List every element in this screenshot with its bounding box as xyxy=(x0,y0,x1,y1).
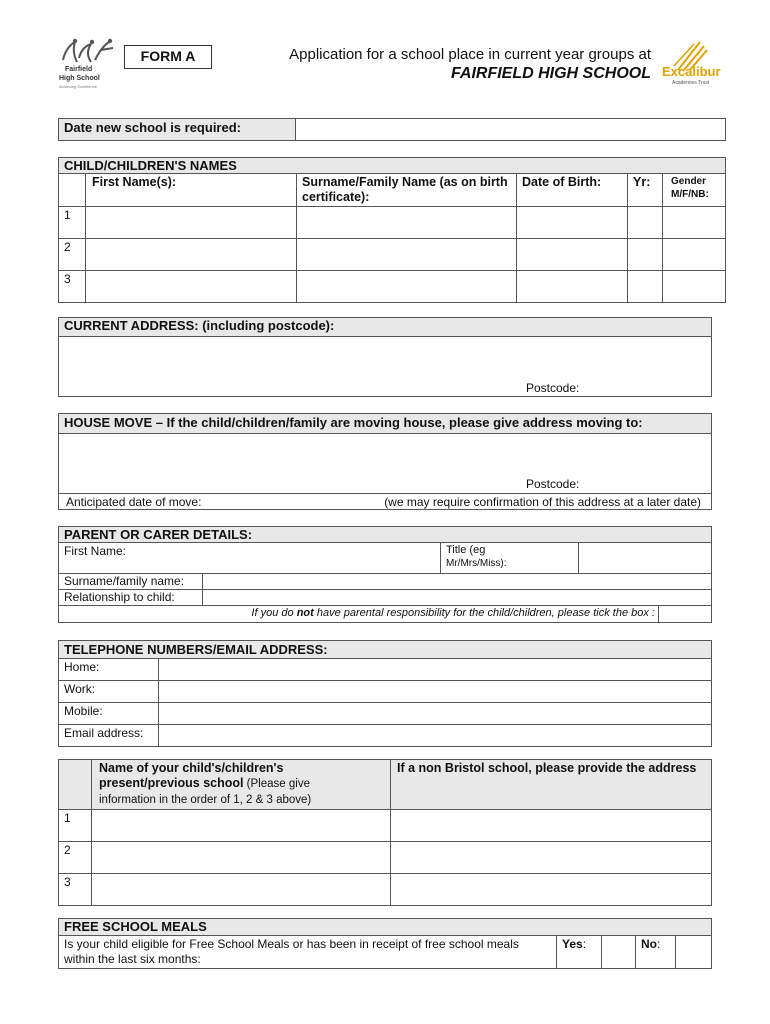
date-required-table xyxy=(58,118,726,141)
col-school-name-bold: Name of your child's/children's present/previous school xyxy=(99,761,284,790)
fairfield-figures-icon xyxy=(57,38,117,66)
current-address-heading: CURRENT ADDRESS: (including postcode): xyxy=(59,318,711,337)
relationship-label: Relationship to child: xyxy=(59,590,203,606)
table-row xyxy=(59,810,712,842)
date-required-input[interactable] xyxy=(296,119,726,141)
house-move-postcode: Postcode: xyxy=(526,477,580,491)
first-name-input[interactable] xyxy=(86,207,297,239)
parental-responsibility-row xyxy=(59,606,712,623)
gender-input[interactable] xyxy=(663,207,726,239)
current-address-section xyxy=(58,317,712,397)
school-name-input[interactable] xyxy=(92,810,391,842)
col-surname: Surname/Family Name (as on birth certificate): xyxy=(297,174,517,207)
no-text: No xyxy=(641,937,657,951)
free-meals-heading: FREE SCHOOL MEALS xyxy=(59,919,712,936)
excalibur-logo xyxy=(660,38,726,94)
no-checkbox[interactable] xyxy=(676,936,712,969)
work-label: Work: xyxy=(59,681,159,703)
logo-left-line1: Fairfield xyxy=(65,66,93,73)
surname-input[interactable] xyxy=(297,239,517,271)
title-label xyxy=(441,543,579,574)
fairfield-logo xyxy=(55,38,117,94)
col-gender-line2: M/F/NB: xyxy=(671,189,709,200)
gender-input[interactable] xyxy=(663,239,726,271)
school-name-input[interactable] xyxy=(92,874,391,906)
row-number: 3 xyxy=(59,271,86,303)
tick-not: not xyxy=(296,607,314,619)
house-move-heading: HOUSE MOVE – If the child/children/family are moving house, please give address moving to: xyxy=(59,414,711,434)
relationship-input[interactable] xyxy=(203,590,712,606)
email-input[interactable] xyxy=(159,725,712,747)
table-row xyxy=(59,239,726,271)
col-yr: Yr: xyxy=(628,174,663,207)
logo-left-line2: High School xyxy=(59,75,100,82)
table-row xyxy=(59,842,712,874)
work-phone-input[interactable] xyxy=(159,681,712,703)
row-number: 2 xyxy=(59,842,92,874)
tick-prefix: If you do xyxy=(251,607,297,619)
surname-input[interactable] xyxy=(297,207,517,239)
row-number: 3 xyxy=(59,874,92,906)
email-label: Email address: xyxy=(59,725,159,747)
free-meals-table xyxy=(58,918,712,969)
row-number: 2 xyxy=(59,239,86,271)
yr-input[interactable] xyxy=(628,207,663,239)
surname-label: Surname/family name: xyxy=(59,574,203,590)
mobile-label: Mobile: xyxy=(59,703,159,725)
logo-right-sub: Academies Trust xyxy=(672,80,710,86)
col-school-address: If a non Bristol school, please provide the address xyxy=(391,760,712,810)
schools-table xyxy=(58,759,712,906)
schools-num-header xyxy=(59,760,92,810)
logo-left-tagline: Achieving Excellence xyxy=(59,84,97,89)
telephone-table xyxy=(58,640,712,747)
current-address-input[interactable] xyxy=(59,335,711,396)
house-move-address-input[interactable] xyxy=(59,432,711,492)
children-heading: CHILD/CHILDREN'S NAMES xyxy=(59,158,726,174)
parental-responsibility-checkbox[interactable] xyxy=(658,606,711,622)
first-name-input[interactable] xyxy=(86,239,297,271)
school-address-input[interactable] xyxy=(391,874,712,906)
table-row xyxy=(59,681,712,703)
col-dob: Date of Birth: xyxy=(517,174,628,207)
date-required-label: Date new school is required: xyxy=(59,119,296,141)
table-row xyxy=(59,874,712,906)
table-row xyxy=(59,271,726,303)
yes-text: Yes xyxy=(562,937,583,951)
children-num-header xyxy=(59,174,86,207)
surname-input[interactable] xyxy=(297,271,517,303)
parent-surname-input[interactable] xyxy=(203,574,712,590)
parent-first-name-input[interactable] xyxy=(203,543,441,574)
table-row xyxy=(59,659,712,681)
form-label: FORM A xyxy=(124,45,212,69)
row-number: 1 xyxy=(59,810,92,842)
school-address-input[interactable] xyxy=(391,810,712,842)
col-gender-line1: Gender xyxy=(671,176,707,187)
no-label xyxy=(636,936,676,969)
anticipated-move-label: Anticipated date of move: xyxy=(66,495,202,509)
mobile-phone-input[interactable] xyxy=(159,703,712,725)
table-row xyxy=(59,703,712,725)
yes-checkbox[interactable] xyxy=(602,936,636,969)
yr-input[interactable] xyxy=(628,271,663,303)
parent-table xyxy=(58,526,712,623)
table-row xyxy=(59,207,726,239)
col-gender xyxy=(663,174,726,207)
title-label-line2: Mr/Mrs/Miss): xyxy=(446,558,507,569)
form-title-school: FAIRFIELD HIGH SCHOOL xyxy=(451,65,651,82)
row-number: 1 xyxy=(59,207,86,239)
children-table xyxy=(58,157,726,303)
title-label-line1: Title (eg xyxy=(446,544,486,556)
no-colon: : xyxy=(657,937,661,951)
col-first-name: First Name(s): xyxy=(86,174,297,207)
dob-input[interactable] xyxy=(517,239,628,271)
home-phone-input[interactable] xyxy=(159,659,712,681)
yes-colon: : xyxy=(582,937,587,951)
form-title-line1: Application for a school place in current year groups at xyxy=(289,46,651,63)
confirmation-note: (we may require confirmation of this address at a later date) xyxy=(384,495,701,509)
yr-input[interactable] xyxy=(628,239,663,271)
logo-right-name: Excalibur xyxy=(662,64,721,79)
first-name-input[interactable] xyxy=(86,271,297,303)
dob-input[interactable] xyxy=(517,271,628,303)
dob-input[interactable] xyxy=(517,207,628,239)
col-school-name xyxy=(92,760,391,810)
title-input[interactable] xyxy=(579,543,712,574)
telephone-heading: TELEPHONE NUMBERS/EMAIL ADDRESS: xyxy=(59,641,712,659)
house-move-section xyxy=(58,413,712,510)
gender-input[interactable] xyxy=(663,271,726,303)
school-address-input[interactable] xyxy=(391,842,712,874)
home-label: Home: xyxy=(59,659,159,681)
parent-heading: PARENT OR CARER DETAILS: xyxy=(59,527,712,543)
current-address-postcode: Postcode: xyxy=(526,381,580,395)
table-row xyxy=(59,725,712,747)
first-name-label: First Name: xyxy=(59,543,203,574)
school-name-input[interactable] xyxy=(92,842,391,874)
free-meals-question: Is your child eligible for Free School Meals or has been in receipt of free school meals within the last six months: xyxy=(59,936,557,969)
move-date-row xyxy=(59,493,711,509)
yes-label xyxy=(557,936,602,969)
col-school-name-note: (Please give information in the order of 1, 2 & 3 above) xyxy=(99,778,312,806)
tick-suffix: have parental responsibility for the child/children, please tick the box : xyxy=(313,607,655,619)
